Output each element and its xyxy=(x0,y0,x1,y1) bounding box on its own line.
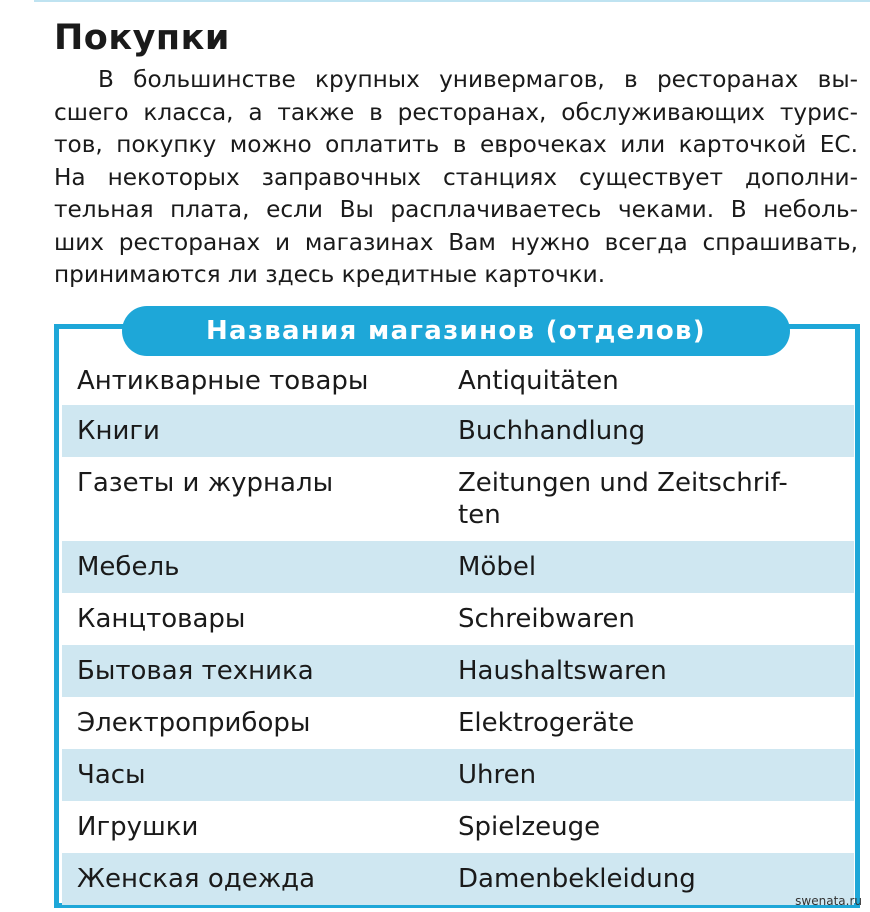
russian-term: Антикварные товары xyxy=(77,366,369,396)
intro-paragraph xyxy=(54,64,858,292)
paragraph-line: тов, покупку можно оплатить в еврочеках или карточкой ЕС. xyxy=(54,131,858,158)
table-row xyxy=(62,801,854,853)
russian-term: Игрушки xyxy=(77,812,199,842)
german-term-line: Haushaltswaren xyxy=(458,656,667,686)
german-term xyxy=(458,603,838,635)
german-term-line: Antiquitäten xyxy=(458,366,619,396)
german-term xyxy=(458,707,838,739)
table-row xyxy=(62,355,854,405)
paragraph-line: тельная плата, если Вы расплачиваетесь чеками. В неболь- xyxy=(54,196,858,223)
russian-term: Часы xyxy=(77,760,146,790)
german-term xyxy=(458,365,838,397)
russian-term: Женская одежда xyxy=(77,864,316,894)
paragraph-line: На некоторых заправочных станциях существует дополни- xyxy=(54,163,858,191)
german-term xyxy=(458,415,838,447)
german-term xyxy=(458,467,838,531)
german-term-line: Buchhandlung xyxy=(458,416,646,446)
german-term-line: ten xyxy=(458,500,501,530)
russian-term: Книги xyxy=(77,416,160,446)
german-term-line: Schreibwaren xyxy=(458,604,635,634)
shop-names-table xyxy=(62,355,854,905)
russian-term: Газеты и журналы xyxy=(77,468,334,498)
table-row xyxy=(62,645,854,697)
table-row xyxy=(62,593,854,645)
paragraph-line: В большинстве крупных универмагов, в ресторанах вы- xyxy=(98,66,858,93)
german-term xyxy=(458,811,838,843)
table-row xyxy=(62,853,854,905)
german-term xyxy=(458,863,838,895)
table-row xyxy=(62,541,854,593)
table-row xyxy=(62,457,854,541)
page-heading: Покупки xyxy=(54,18,230,58)
russian-term: Канцтовары xyxy=(77,604,246,634)
table-row xyxy=(62,749,854,801)
russian-term: Мебель xyxy=(77,552,180,582)
german-term-line: Uhren xyxy=(458,760,537,790)
table-row xyxy=(62,405,854,457)
german-term xyxy=(458,759,838,791)
german-term xyxy=(458,655,838,687)
paragraph-line: принимаются ли здесь кредитные карточки. xyxy=(54,261,606,288)
german-term-line: Elektrogeräte xyxy=(458,708,635,738)
german-term xyxy=(458,551,838,583)
top-rule xyxy=(34,0,870,2)
german-term-line: Spielzeuge xyxy=(458,812,601,842)
russian-term: Бытовая техника xyxy=(77,656,314,686)
table-row xyxy=(62,697,854,749)
table-title: Названия магазинов (отделов) xyxy=(122,306,790,356)
german-term-line: Damenbekleidung xyxy=(458,864,696,894)
german-term-line: Möbel xyxy=(458,552,537,582)
watermark: swenata.ru xyxy=(795,894,862,908)
german-term-line: Zeitungen und Zeitschrif- xyxy=(458,468,788,498)
paragraph-line: сшего класса, а также в ресторанах, обслуживающих турис- xyxy=(54,98,858,126)
russian-term: Электроприборы xyxy=(77,708,311,738)
paragraph-line: ших ресторанах и магазинах Вам нужно всегда спрашивать, xyxy=(54,228,858,256)
